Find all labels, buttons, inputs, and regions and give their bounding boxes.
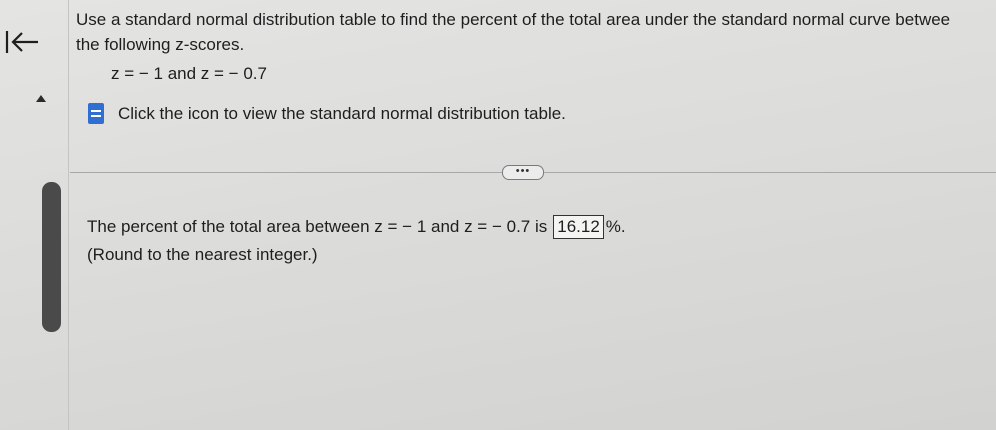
answer-suffix: %. (605, 217, 626, 236)
scrollbar-thumb[interactable] (42, 182, 61, 332)
answer-prefix: The percent of the total area between z = − 1 and z = − 0.7 is (87, 217, 548, 236)
z-scores: z = − 1 and z = − 0.7 (111, 64, 267, 83)
back-button[interactable] (4, 28, 40, 56)
answer-sentence (87, 215, 626, 239)
table-link-label: Click the icon to view the standard normal distribution table. (118, 103, 566, 123)
back-arrow-icon (4, 28, 40, 56)
table-icon[interactable] (88, 103, 104, 124)
question-line-1: Use a standard normal distribution table to find the percent of the total area under the standard normal curve betwee (76, 10, 951, 29)
left-pane (0, 0, 69, 430)
table-link[interactable] (88, 103, 566, 124)
question-line-2: the following z-scores. (76, 35, 245, 54)
rounding-instruction: (Round to the nearest integer.) (87, 245, 318, 264)
triangle-up-icon[interactable] (36, 95, 46, 102)
answer-input[interactable]: 16.12 (553, 215, 604, 239)
expand-button[interactable]: ••• (502, 165, 544, 180)
question-text (76, 7, 996, 57)
